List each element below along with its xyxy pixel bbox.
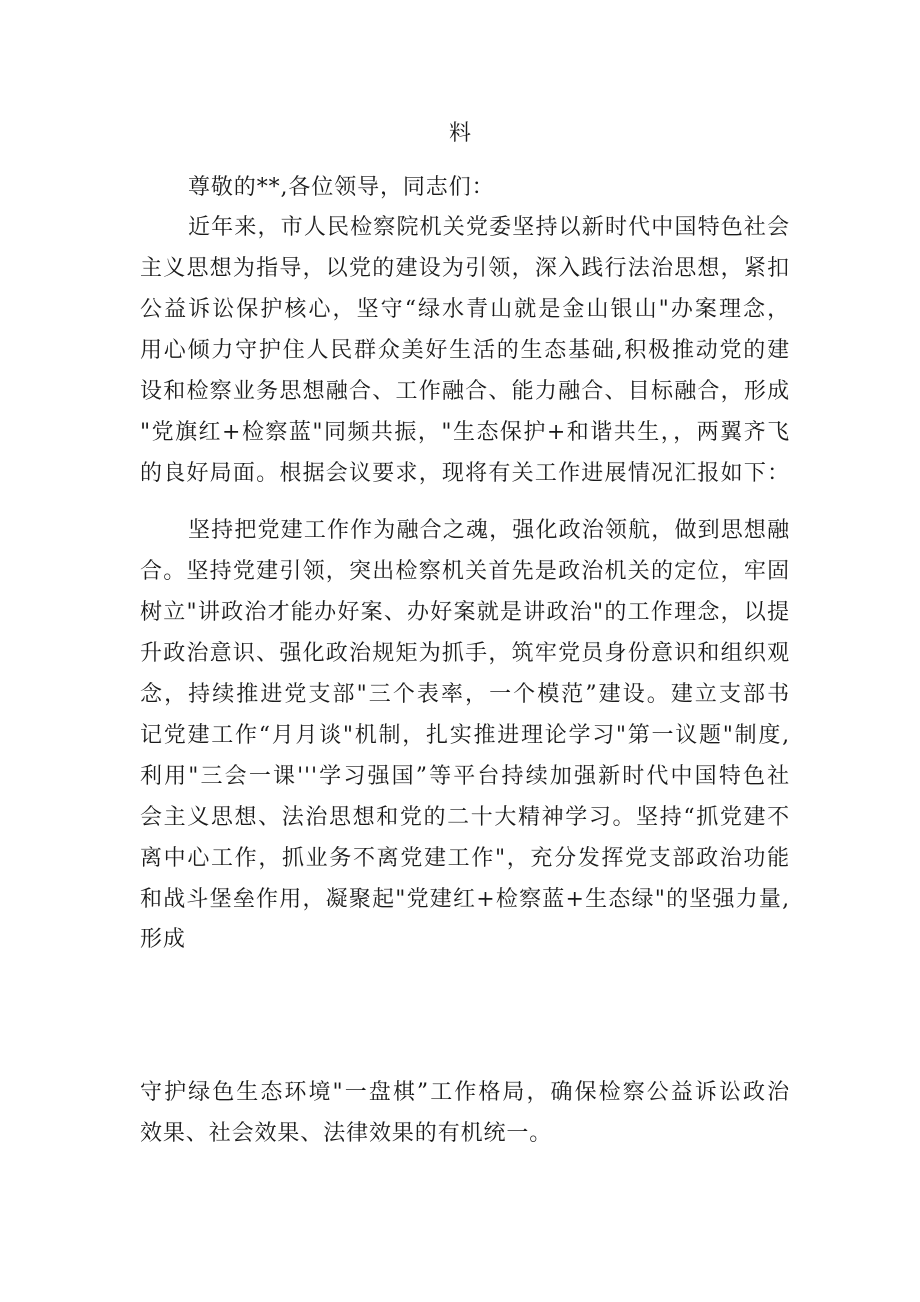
paragraph-line: 和战斗堡垒作用，凝聚起"党建红+检察蓝+生态绿"的坚强力量, <box>140 887 790 912</box>
paragraph-line: 利用"三会一课'''学习强国”等平台持续加强新时代中国特色社 <box>140 764 790 789</box>
paragraph-line: 念，持续推进党支部"三个表率，一个模范”建设。建立支部书 <box>140 682 790 707</box>
paragraph-line: 的良好局面。根据会议要求，现将有关工作进展情况汇报如下： <box>140 461 790 486</box>
paragraph-line: 公益诉讼保护核心，坚守“绿水青山就是金山银山"办案理念， <box>140 297 790 322</box>
paragraph-line: 设和检察业务思想融合、工作融合、能力融合、目标融合，形成 <box>140 379 790 404</box>
paragraph-line: 会主义思想、法治思想和党的二十大精神学习。坚持“抓党建不 <box>140 805 790 830</box>
paragraph-line: 主义思想为指导，以党的建设为引领，深入践行法治思想，紧扣 <box>140 256 790 281</box>
paragraph-line: 合。坚持党建引领，突出检察机关首先是政治机关的定位，牢固 <box>140 559 790 584</box>
paragraph-line: 效果、社会效果、法律效果的有机统一。 <box>140 1121 553 1146</box>
paragraph-line: 升政治意识、强化政治规矩为抓手，筑牢党员身份意识和组织观 <box>140 641 790 666</box>
paragraph-line: "党旗红+检察蓝"同频共振，"生态保护+和谐共生，，两翼齐飞 <box>140 420 790 445</box>
page-heading: 料 <box>448 121 471 146</box>
paragraph-line: 树立"讲政治才能办好案、办好案就是讲政治"的工作理念，以提 <box>140 600 790 625</box>
salutation: 尊敬的**,各位领导，同志们： <box>188 175 495 200</box>
paragraph-line: 用心倾力守护住人民群众美好生活的生态基础,积极推动党的建 <box>140 338 790 363</box>
paragraph-line: 形成 <box>140 927 186 952</box>
paragraph-line: 坚持把党建工作作为融合之魂，强化政治领航，做到思想融 <box>188 518 790 543</box>
paragraph-line: 离中心工作，抓业务不离党建工作"，充分发挥党支部政治功能 <box>140 846 790 871</box>
paragraph-line: 守护绿色生态环境"一盘棋”工作格局，确保检察公益诉讼政治 <box>140 1080 790 1105</box>
paragraph-line: 记党建工作“月月谈"机制，扎实推进理论学习"第一议题"制度, <box>140 723 790 748</box>
paragraph-line: 近年来，市人民检察院机关党委坚持以新时代中国特色社会 <box>188 215 790 240</box>
